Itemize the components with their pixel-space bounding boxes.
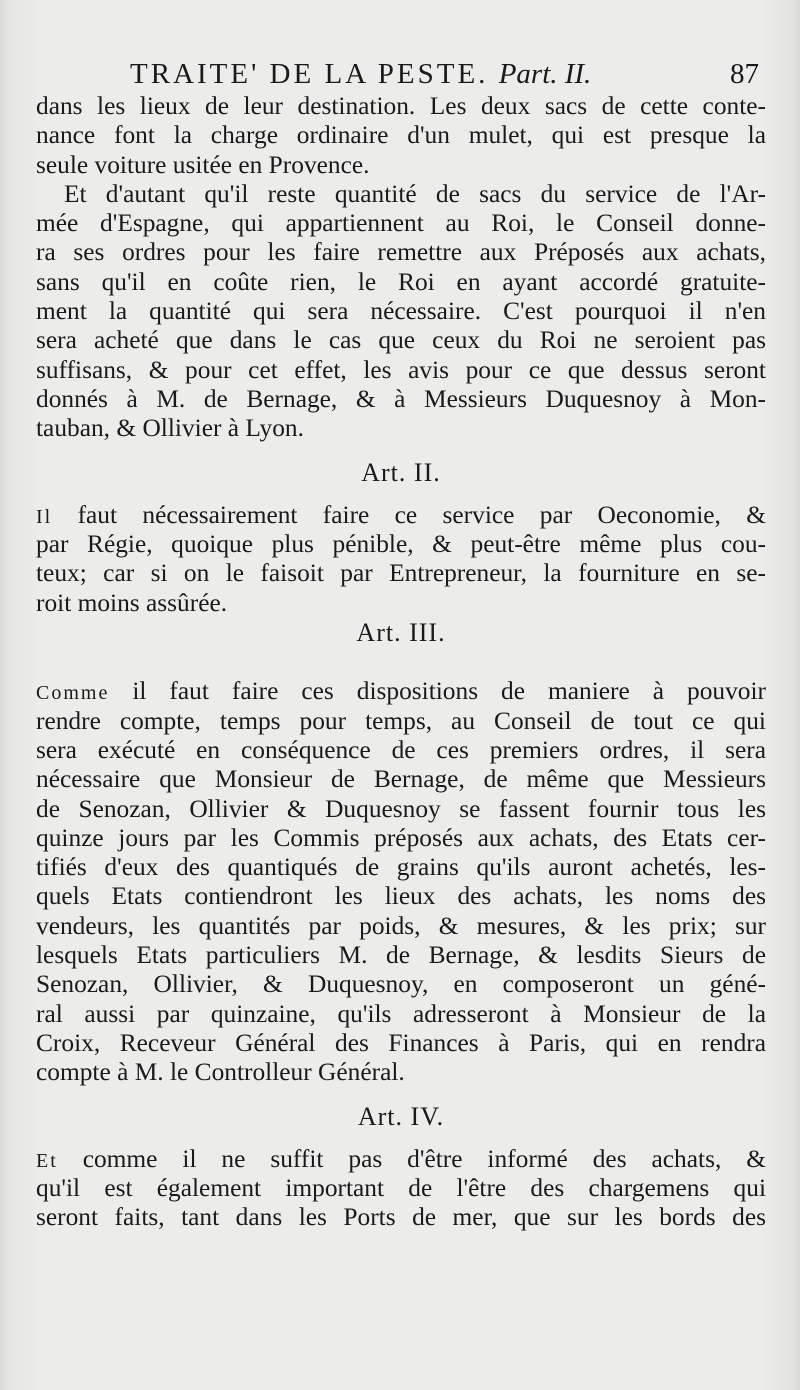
article-heading: Art. IV. [357,1101,445,1131]
text-line: lesquels Etats particuliers M. de Bernage, & lesdits Sieurs de [36,941,766,970]
text-line: de Senozan, Ollivier & Duquesnoy se fassent fournir tous les [36,794,766,823]
text-line: par Régie, quoique plus pénible, & peut-être même plus cou- [36,530,766,559]
text-line: nécessaire que Monsieur de Bernage, de même que Messieurs [36,765,766,794]
article-heading: Art. II. [361,457,441,487]
text-line [36,677,766,706]
heading-number: II. [413,457,441,487]
page-header [130,58,770,94]
heading-word: Art [361,457,399,487]
heading-number: III. [409,618,446,648]
text-line [36,1145,766,1174]
text-line: donnés à M. de Bernage, & à Messieurs Duquesnoy à Mon- [36,384,766,413]
text-line: roit moins assûrée. [36,588,228,617]
spacer [36,1131,766,1145]
heading-word: Art [357,1101,396,1131]
text-line: tifiés d'eux des quantiqués de grains qu'ils auront achetés, les- [36,853,766,882]
text-line: ral aussi par quinzaine, qu'ils adresseront à Monsieur de la [36,999,766,1028]
text-line-content: il faut faire ces dispositions de maniere à pouvoir [132,677,766,706]
text-line: ra ses ordres pour les faire remettre aux Préposés aux achats, [36,238,766,267]
text-line: Et d'autant qu'il reste quantité de sacs du service de l'Ar- [64,179,766,208]
text-line: sera exécuté en conséquence de ces premiers ordres, il sera [36,735,766,764]
text-line: sera acheté que dans le cas que ceux du Roi ne seroient pas [36,326,766,355]
running-head-title: TRAITE' DE LA PESTE. [130,58,489,90]
running-head [130,58,591,91]
text-line: nance font la charge ordinaire d'un mulet, qui est presque la [36,121,766,150]
spacer [36,444,766,458]
text-line: rendre compte, temps pour temps, au Conseil de tout ce qui [36,706,766,735]
text-line: vendeurs, les quantités par poids, & mesures, & les prix; sur [36,911,766,940]
text-line: ment la quantité qui sera nécessaire. C'est pourquoi il n'en [36,297,766,326]
text-line: suffisans, & pour cet effet, les avis pour ce que dessus seront [36,355,766,384]
page-number: 87 [730,58,759,90]
text-line: quels Etats contiendront les lieux des achats, les noms des [36,882,766,911]
text-line: compte à M. le Controlleur Général. [36,1058,405,1087]
text-line-content: comme il ne suffit pas d'être informé des achats, & [82,1144,766,1173]
heading-number: IV. [410,1101,445,1131]
text-line [36,501,766,530]
spacer [36,487,766,501]
text-line: seule voiture usitée en Provence. [36,150,370,179]
lead-word: Et [36,1149,58,1172]
text-line: Senozan, Ollivier, & Duquesnoy, en composeront un géné- [36,970,766,999]
text-line: seront faits, tant dans les Ports de mer, que sur les bords des [36,1203,766,1232]
text-line: tauban, & Ollivier à Lyon. [36,414,304,443]
heading-word: Art [356,618,395,648]
text-line: quinze jours par les Commis préposés aux achats, des Etats cer- [36,823,766,852]
article-heading: Art. III. [356,618,446,648]
text-line: mée d'Espagne, qui appartiennent au Roi, le Conseil donne- [36,209,766,238]
part-label: Part. II. [498,58,592,90]
text-line-content: faut nécessairement faire ce service par Oeconomie, & [77,500,766,529]
body-text [36,92,766,1233]
text-line: teux; car si on le faisoit par Entrepreneur, la fourniture en se- [36,559,766,588]
text-line: qu'il est également important de l'être des chargemens qui [36,1174,766,1203]
spacer [36,1088,766,1102]
text-line: dans les lieux de leur destination. Les deux sacs de cette conte- [36,92,766,120]
lead-word: Comme [36,682,110,705]
spacer [36,647,766,677]
lead-word: Il [36,505,53,528]
text-line: Croix, Receveur Général des Finances à Paris, qui en rendra [36,1028,766,1057]
text-line: sans qu'il en coûte rien, le Roi en ayant accordé gratuite- [36,267,766,296]
